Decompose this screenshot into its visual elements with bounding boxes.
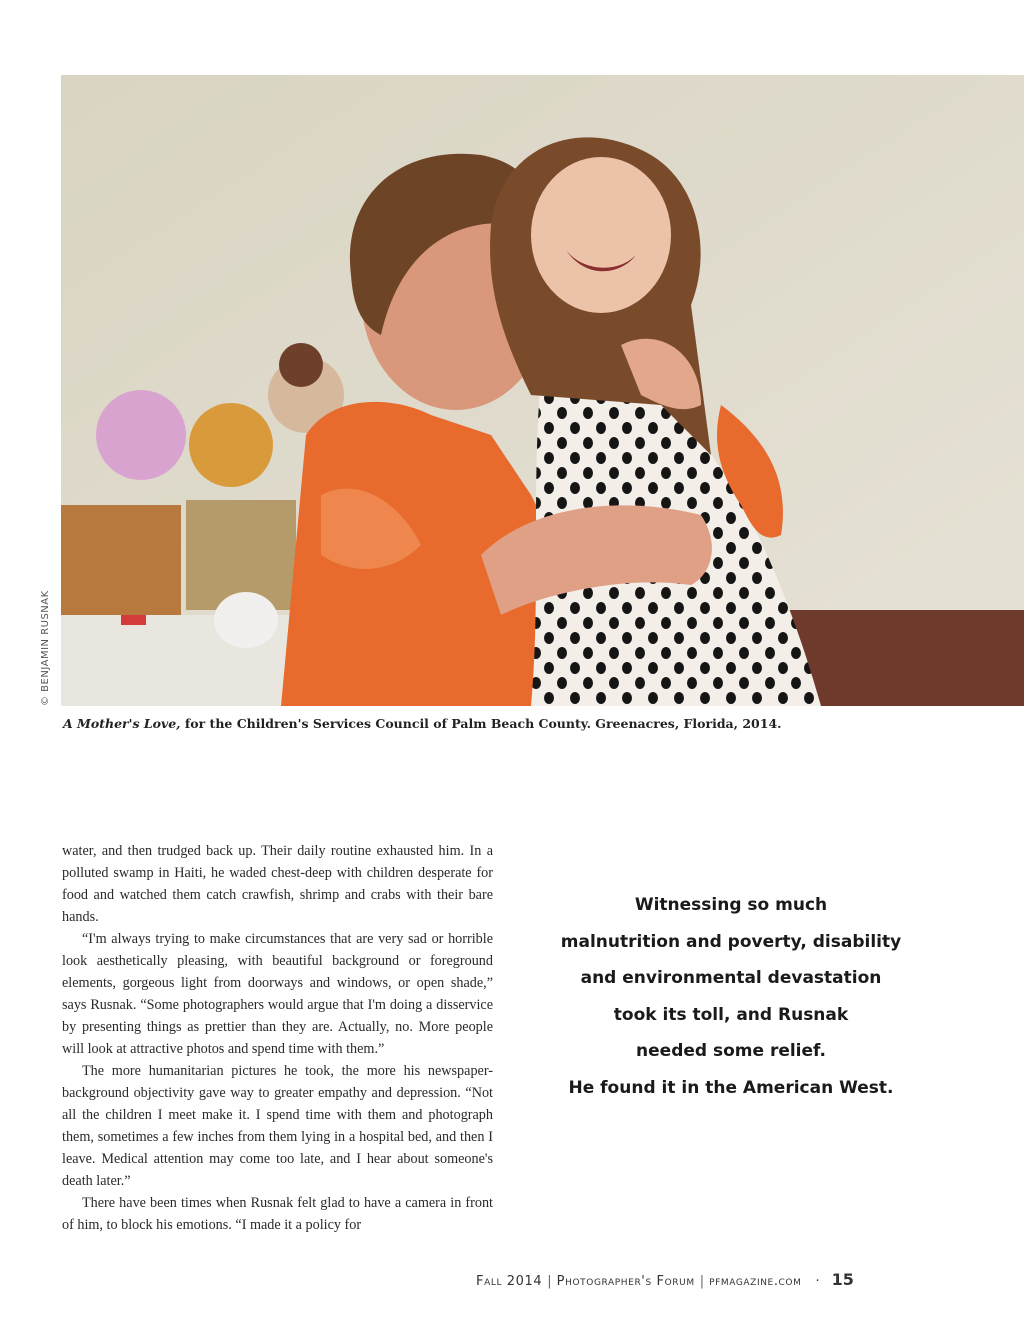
pull-quote-line: took its toll, and Rusnak [613,1004,849,1025]
footer-magazine: Photographer's Forum [556,1274,695,1289]
photo-credit: © BENJAMIN RUSNAK [40,590,51,706]
footer-bullet: · [815,1274,820,1289]
pull-quote-line: malnutrition and poverty, disability [560,931,902,952]
pull-quote-line: He found it in the American West. [568,1077,894,1098]
body-paragraph: There have been times when Rusnak felt glad to have a camera in front of him, to block his emotions. “I made it a policy for [62,1195,493,1233]
page-footer [476,1270,956,1294]
pull-quote-line: and environmental devastation [580,968,882,989]
footer-site: pfmagazine.com [709,1274,802,1289]
page-number: 15 [831,1270,854,1289]
footer-issue: Fall 2014 [476,1274,543,1289]
feature-photo [61,75,1024,706]
article-body [62,840,493,1236]
body-paragraph: “I'm always trying to make circumstances that are very sad or horrible look aesthetically pleasing, with beautiful background or foreground elements, gorgeous light from doorways and windows, or open shade,” says Rusnak. “Some photographers would argue that I'm doing a disservice by presenting things as prettier than they are. Actually, no. More people will look at attractive photos and spend time with them.” [62,931,493,1057]
pull-quote-line: Witnessing so much [634,895,828,915]
photo-illustration [61,75,1024,706]
caption-title: A Mother's Love, [63,716,181,731]
footer-divider: | [699,1274,705,1289]
body-paragraph: water, and then trudged back up. Their daily routine exhausted him. In a polluted swamp in Haiti, he waded chest-deep with children desperate for food and watched them catch crawfish, shrimp and crabs with their bare hands. [62,843,493,925]
body-paragraph: The more humanitarian pictures he took, the more his newspaper-background objectivity gave way to greater empathy and depression. “Not all the children I meet make it. I spend time with them and photograph them, sometimes a few inches from them lying in a hospital bed, and then I leave. Medical attention may come too late, and I hear about someone's death later.” [62,1063,493,1189]
caption-text: for the Children's Services Council of Palm Beach County. Greenacres, Florida, 2014. [180,716,782,731]
pull-quote [548,887,914,1107]
footer-divider: | [547,1274,552,1289]
pull-quote-line: needed some relief. [636,1041,826,1062]
photo-caption [63,716,1003,731]
